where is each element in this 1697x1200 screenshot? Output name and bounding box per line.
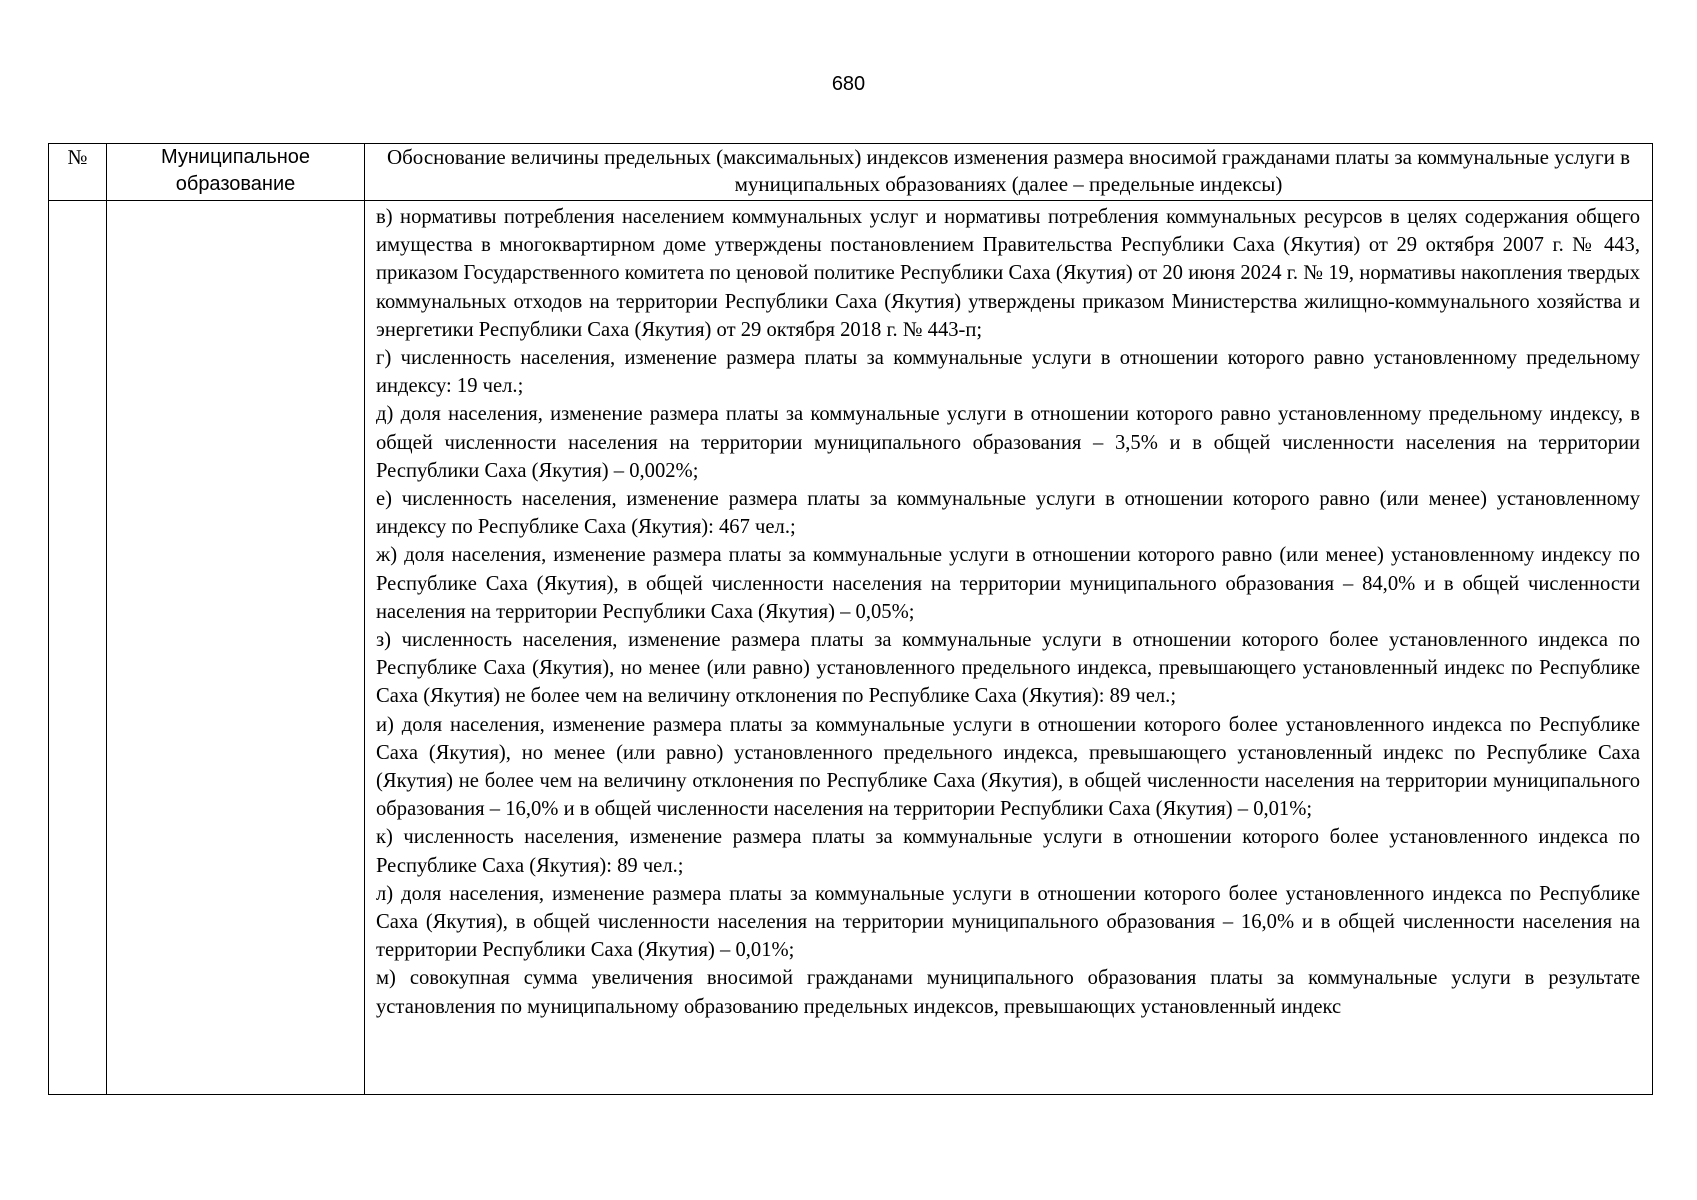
paragraph-g: г) численность населения, изменение размера платы за коммунальные услуги в отношении которого равно установленному предельному индексу: 19 чел.;	[376, 347, 1640, 398]
paragraph-k: к) численность населения, изменение размера платы за коммунальные услуги в отношении которого более установленного индекса по Республике Саха (Якутия): 89 чел.;	[376, 826, 1640, 877]
paragraph-zh: ж) доля населения, изменение размера платы за коммунальные услуги в отношении которого равно (или менее) установленному индексу по Республике Саха (Якутия), в общей численности населения на территории муниципального образования – 84,0% и в общей численности населения на территории Республики Саха (Якутия) – 0,05%;	[376, 544, 1640, 623]
paragraph-d: д) доля населения, изменение размера платы за коммунальные услуги в отношении которого равно установленному предельному индексу, в общей численности населения на территории муниципального образования – 3,5% и в общей численности населения на территории Республики Саха (Якутия) – 0,002%;	[376, 403, 1640, 482]
table-row	[49, 201, 1653, 1095]
paragraph-z: з) численность населения, изменение размера платы за коммунальные услуги в отношении которого более установленного индекса по Республике Саха (Якутия), но менее (или равно) установленного предельного индекса, превышающего установленный индекс по Республике Саха (Якутия) не более чем на величину отклонения по Республике Саха (Якутия): 89 чел.;	[376, 629, 1640, 708]
justification-table	[48, 143, 1653, 1095]
paragraph-i: и) доля населения, изменение размера платы за коммунальные услуги в отношении которого более установленного индекса по Республике Саха (Якутия), но менее (или равно) установленного предельного индекса, превышающего установленный индекс по Республике Саха (Якутия) не более чем на величину отклонения по Республике Саха (Якутия), в общей численности населения на территории муниципального образования – 16,0% и в общей численности населения на территории Республики Саха (Якутия) – 0,01%;	[376, 713, 1640, 821]
paragraph-v: в) нормативы потребления населением коммунальных услуг и нормативы потребления коммунальных ресурсов в целях содержания общего имущества в многоквартирном доме утверждены постановлением Правительства Республики Саха (Якутия) от 29 октября 2007 г. № 443, приказом Государственного комитета по ценовой политике Республики Саха (Якутия) от 20 июня 2024 г. № 19, нормативы накопления твердых коммунальных отходов на территории Республики Саха (Якутия) утверждены приказом Министерства жилищно-коммунального хозяйства и энергетики Республики Саха (Якутия) от 29 октября 2018 г. № 443-п;	[376, 206, 1640, 341]
paragraph-m: м) совокупная сумма увеличения вносимой гражданами муниципального образования платы за коммунальные услуги в результате установления по муниципальному образованию предельных индексов, превышающих установленный индекс	[376, 967, 1640, 1018]
header-number: №	[49, 144, 107, 201]
paragraph-e: е) численность населения, изменение размера платы за коммунальные услуги в отношении которого равно (или менее) установленному индексу по Республике Саха (Якутия): 467 чел.;	[376, 488, 1640, 539]
row-municipality-cell	[107, 201, 365, 1095]
header-justification: Обоснование величины предельных (максимальных) индексов изменения размера вносимой гражданами платы за коммунальные услуги в муниципальных образованиях (далее – предельные индексы)	[365, 144, 1653, 201]
header-municipality: Муниципальное образование	[107, 144, 365, 201]
row-justification-cell	[365, 201, 1653, 1095]
justification-text	[365, 201, 1652, 1094]
paragraph-l: л) доля населения, изменение размера платы за коммунальные услуги в отношении которого более установленного индекса по Республике Саха (Якутия), в общей численности населения на территории муниципального образования – 16,0% и в общей численности населения на территории Республики Саха (Якутия) – 0,01%;	[376, 882, 1640, 962]
row-number-cell	[49, 201, 107, 1095]
page-number: 680	[831, 73, 866, 95]
table-header-row	[49, 144, 1653, 201]
